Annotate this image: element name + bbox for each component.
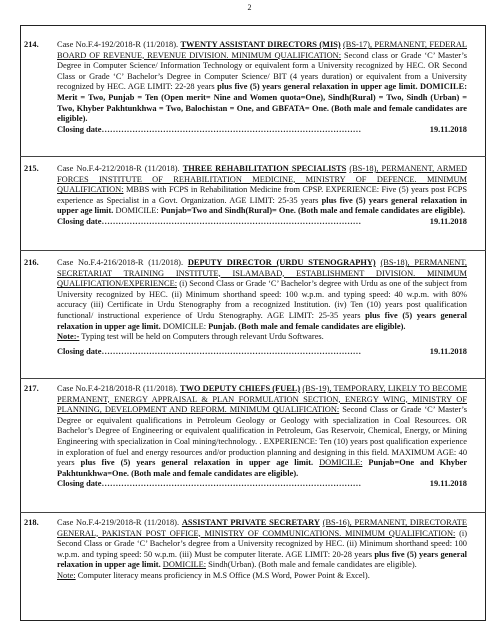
post-title: TWENTY ASSISTANT DIRECTORS (MIS) <box>180 40 341 49</box>
qualification-text: Second Class or Grade ‘C’ Master’s Degree or equivalent qualifications in Petroleum Geology or Geology with specialization in Coal Resources. OR Bachelor’s Degree of Engineering or equivalent qualification in Petroleum, Gas Reservoir, Chemical, Energy, or Mining Engineering with specialization in Coal mining/technology. . EXPERIENCE: Ten (10) years post qualification experience in exploration of fuel and energy resources and/or production planning and designing in this field. <box>57 405 468 457</box>
entry-number: 215. <box>24 164 39 173</box>
page-number: 2 <box>247 3 252 12</box>
age-relaxation: plus five (5) years general relaxation in upper age limit. <box>57 310 467 331</box>
age-limit-label: AGE LIMIT: <box>266 310 314 320</box>
closing-date-row <box>57 217 467 228</box>
closing-date-value: 19.11.2018 <box>429 124 467 134</box>
age-relaxation: plus five (5) years general relaxation in upper age limit. <box>217 82 418 92</box>
age-limit-value: 25-35 years <box>278 195 319 205</box>
entry-body <box>57 164 467 228</box>
closing-date-value: 19.11.2018 <box>429 216 467 226</box>
age-limit-value: 22-28 years <box>175 82 215 92</box>
closing-date-label: Closing date………………………………………………………………………………… <box>57 346 362 356</box>
post-title: DEPUTY DIRECTOR (URDU STENOGRAPHY) <box>187 258 376 267</box>
closing-date-value: 19.11.2018 <box>429 479 467 489</box>
post-details: (BS-18), PERMANENT, ARMED FORCES INSTITUTE OF REHABILITATION MEDICINE, MINISTRY OF DEFENCE. MINIMUM QUALIFICATION: <box>57 164 468 195</box>
note-row <box>57 332 467 343</box>
entry-body <box>57 40 467 135</box>
domicile-text: Punjab=Two and Sindh(Rural)= One. (Both male and female candidates are eligible). <box>160 206 466 216</box>
entry-number: 216. <box>24 258 39 267</box>
closing-date-label: Closing date………………………………………………………………………………… <box>57 479 362 489</box>
age-limit-label: AGE LIMIT: <box>229 195 275 205</box>
entry-number: 218. <box>24 518 39 527</box>
post-title: ASSISTANT PRIVATE SECRETARY <box>181 518 320 527</box>
note-row <box>57 571 467 582</box>
entry-divider <box>20 250 486 251</box>
post-details: (BS-18), PERMANENT, SECRETARIAT TRAINING INSTITUTE, ISLAMABAD, ESTABLISHMENT DIVISION. MINIMUM QUALIFICATION/EXPERIENCE: <box>57 258 468 289</box>
age-relaxation: plus five (5) years general relaxation in upper age limit. <box>80 458 314 468</box>
entry-divider <box>20 512 486 513</box>
entry-divider <box>20 378 486 379</box>
domicile-text: Punjab. (Both male and female candidates are eligible). <box>208 321 406 331</box>
entry-number: 217. <box>24 384 39 393</box>
closing-date-row <box>57 479 467 490</box>
note-text: Typing test will be held on Computers through relevant Urdu Softwares. <box>81 332 324 342</box>
note-text: Computer literacy means proficiency in M.S Office (M.S Word, Power Point & Excel). <box>77 570 370 580</box>
case-number: Case No.F.4-218/2018-R (11/2018). <box>57 384 178 393</box>
closing-date-label: Closing date………………………………………………………………………………… <box>57 124 362 134</box>
post-title: TWO DEPUTY CHIEFS (FUEL) <box>180 384 301 393</box>
post-title: THREE REHABILITATION SPECIALISTS <box>182 164 347 173</box>
age-limit-label: MAXIMUM AGE: <box>391 447 457 457</box>
domicile-text: Merit = Two, Punjab = Ten (Open merit= Nine and Women quota=One), Sindh(Rural) = Two, Sindh (Urban) = Two, Khyber Pakhtunkhwa = Two, Balochistan = One, and GBFATA= One. (Both male and female candidates are eligible). <box>57 92 467 124</box>
entry-divider <box>20 156 486 157</box>
case-number: Case No.F.4-216/2018-R (11/2018). <box>57 258 184 267</box>
age-limit-label: AGE LIMIT: <box>285 549 331 559</box>
domicile-label: DOMICILE: <box>115 206 159 216</box>
domicile-label: DOMICILE: <box>319 458 363 468</box>
closing-date-label: Closing date………………………………………………………………………………… <box>57 216 362 226</box>
closing-date-row <box>57 125 467 136</box>
age-relaxation: plus five (5) years general relaxation in upper age limit. <box>57 195 468 216</box>
domicile-label: DOMICILE: <box>162 560 207 570</box>
age-limit-value: 25-35 years <box>318 310 361 320</box>
entry-body <box>57 384 467 490</box>
case-number: Case No.F.4-212/2018-R (11/2018). <box>57 164 180 173</box>
qualification-text: (i) Second Class or Grade ‘C’ Bachelor’s degree from a University recognized by HEC. (ii) Minimum shorthand speed: 100 w.p.m. and typing speed: 50 w.p.m. (iii) Must be computer literate. <box>57 528 467 559</box>
qualification-text: Second class or Grade ‘C’ Master’s Degree in Computer Science/ Information Technology or equivalent form a University recognized by HEC. OR Second Class or Grade ‘C’ Bachelor’s Degree in Computer Science/ BIT (4 years duration) or equivalent from a University recognized by HEC. <box>57 50 467 92</box>
post-details: (BS-16), PERMANENT, DIRECTORATE GENERAL, PAKISTAN POST OFFICE, MINISTRY OF COMMUNICATIONS. MINIMUM QUALIFICATION: <box>57 518 468 538</box>
case-number: Case No.F.4-219/2018-R (11/2018). <box>57 518 180 527</box>
qualification-text: MBBS with FCPS in Rehabilitation Medicine from CPSP. EXPERIENCE: Five (5) years post FCPS experience as Specialist in a Govt. Organization. <box>57 185 468 205</box>
case-number: Case No.F.4-192/2018-R (11/2018). <box>57 40 179 49</box>
entry-body <box>57 518 467 582</box>
note-label: Note:- <box>57 332 80 342</box>
entry-body <box>57 258 467 357</box>
note-label: Note: <box>57 570 76 580</box>
domicile-label: DOMICILE: <box>419 82 467 92</box>
domicile-label: DOMICILE: <box>162 321 207 331</box>
age-limit-value: 20-28 years <box>332 549 372 559</box>
post-details: (BS-19), TEMPORARY, LIKELY TO BECOME PERMANENT, ENERGY APPRAISAL & PLAN FORMULATION SECTION, ENERGY WING, MINISTRY OF PLANNING, DEVELOPMENT AND REFORM. MINIMUM QUALIFICATION: <box>57 384 467 415</box>
closing-date-value: 19.11.2018 <box>429 346 467 356</box>
domicile-text: Sindh(Urban). (Both male and female candidates are eligible). <box>208 560 417 570</box>
qualification-text: (i) Second Class or Grade ‘C’ Bachelor’s degree with Urdu as one of the subject from University recognized by HEC. (ii) Minimum shorthand speed: 100 w.p.m. and typing speed: 40 w.p.m. with 80% accuracy (iii) Certificate in Urdu Stenography from a recognized Institution. (iv) Ten (10) years post qualification functional/ instructional experience of Urdu Stenography. <box>57 279 467 320</box>
entry-number: 214. <box>24 40 39 49</box>
age-limit-value: 40 years <box>57 447 468 468</box>
age-limit-label: AGE LIMIT: <box>127 82 173 92</box>
closing-date-row <box>57 347 467 358</box>
age-relaxation: plus five (5) years general relaxation in upper age limit. <box>57 549 467 570</box>
domicile-text: Punjab=One and Khyber Pakhtunkhwa=One. (Both male and female candidates are eligible). <box>57 458 468 478</box>
post-details: (BS-17), PERMANENT, FEDERAL BOARD OF REVENUE, REVENUE DIVISION. MINIMUM QUALIFICATION: <box>57 40 468 60</box>
